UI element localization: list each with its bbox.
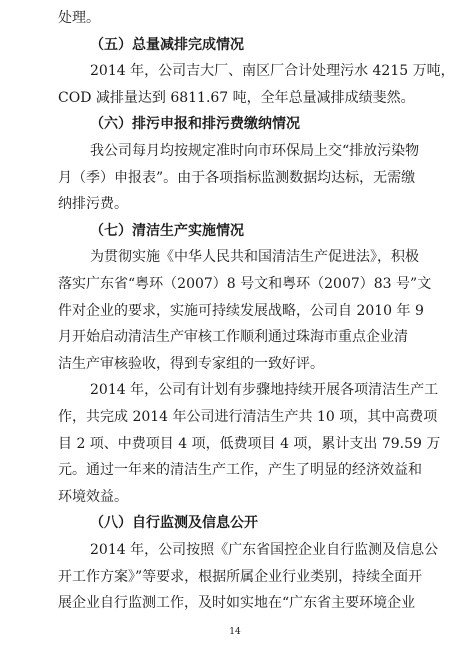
body-text-line: 作，共完成 2014 年公司进行清洁生产共 10 项，其中高费项	[58, 409, 438, 425]
body-text-line: 洁生产审核验收，得到专家组的一致好评。	[58, 355, 324, 372]
section-heading-6: （六）排污申报和排污费缴纳情况	[90, 116, 300, 133]
body-text-line: 展企业自行监测工作，及时如实地在“广东省主要环境企业	[58, 595, 416, 612]
body-text-line: 环境效益。	[58, 488, 128, 505]
body-text-line: 件对企业的要求，实施可持续发展战略，公司自 2010 年 9	[58, 302, 424, 319]
body-text-line: COD 减排量达到 6811.67 吨，全年总量减排成绩斐然。	[58, 89, 415, 106]
body-text-line: 我公司每月均按规定准时向市环保局上交“排放污染物	[90, 143, 420, 159]
body-text-line: 2014 年，公司有计划有步骤地持续开展各项清洁生产工	[90, 382, 439, 399]
body-text-line: 处理。	[58, 10, 100, 26]
body-text-line: 月开始启动清洁生产审核工作顺利通过珠海市重点企业清	[58, 329, 408, 346]
section-heading-7: （七）清洁生产实施情况	[90, 222, 244, 239]
section-heading-8: （八）自行监测及信息公开	[90, 515, 258, 532]
body-text-line: 落实广东省“粤环（2007）8 号文和粤环（2007）83 号”文	[58, 276, 432, 292]
body-text-line: 元。通过一年来的清洁生产工作，产生了明显的经济效益和	[58, 462, 422, 479]
page-number: 14	[229, 627, 241, 637]
body-text-line: 2014 年，公司按照《广东省国控企业自行监测及信息公	[90, 542, 439, 558]
body-text-line: 为贯彻实施《中华人民共和国清洁生产促进法》，积极	[90, 249, 419, 266]
body-text-line: 目 2 项、中费项目 4 项，低费项目 4 项，累计支出 79.59 万	[58, 435, 441, 452]
body-text-line: 月（季）申报表”。由于各项指标监测数据均达标，无需缴	[58, 169, 416, 186]
section-heading-5: （五）总量减排完成情况	[90, 36, 244, 53]
body-text-line: 2014 年，公司吉大厂、南区厂合计处理污水 4215 万吨，	[90, 63, 455, 80]
body-text-line: 开工作方案》”等要求，根据所属企业行业类别，持续全面开	[58, 568, 423, 585]
body-text-line: 纳排污费。	[58, 196, 128, 213]
